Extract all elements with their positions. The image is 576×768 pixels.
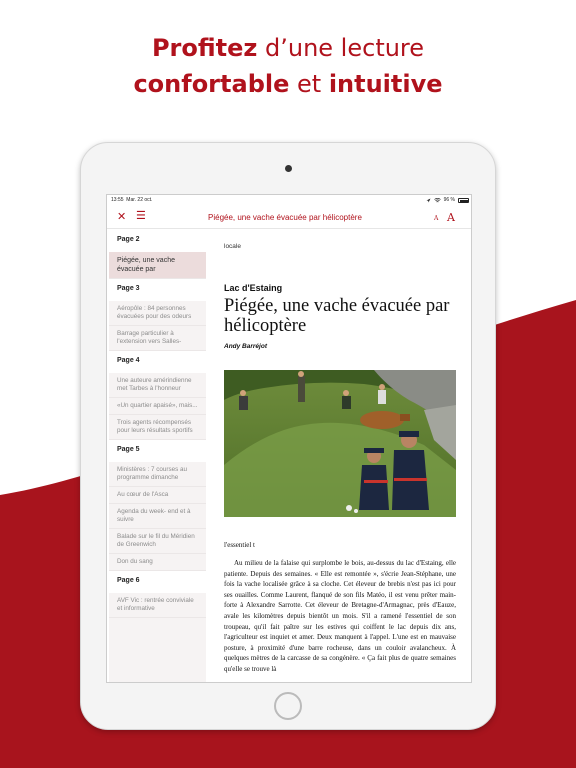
battery-icon [458, 198, 469, 203]
sidebar-page-header: Page 6 [109, 571, 206, 593]
sidebar-item[interactable]: Une auteure amérindienne met Tarbes à l'honneur [109, 373, 206, 398]
sidebar-page-header: Page 5 [109, 440, 206, 462]
article-sidebar [109, 230, 206, 683]
font-increase-button[interactable]: A [447, 211, 455, 224]
tablet-frame [80, 142, 496, 730]
headline-line-1: Profitez d’une lecture [151, 34, 425, 62]
article-author: Andy Barréjot [224, 343, 267, 350]
sidebar-item[interactable]: Barrage particulier à l'extension vers Salles- [109, 326, 206, 351]
sidebar-item[interactable]: AVF Vic : rentrée conviviale et informative [109, 593, 206, 618]
reader-toolbar [107, 207, 472, 229]
promo-headline [0, 30, 576, 102]
article-content[interactable] [224, 230, 458, 683]
sidebar-item[interactable]: Balade sur le fil du Méridien de Greenwich [109, 529, 206, 554]
camera-icon [285, 165, 292, 172]
status-date: Mar. 22 oct. [126, 197, 153, 203]
article-body: Au milieu de la falaise qui surplombe le bois, au-dessus du lac d'Estaing, elle patiente. Depuis des semaines. « Elle est remontée », s'écrie Jean-Stéphane, une fois la vache localisée grâce à sa cloche. Cet éleveur de brebis n'est pas ici pour ses ouailles. Comme Laurent, flanqué de son fils Matéo, il est venu prêter main-forte à Alexandre Sarrotte. Cet éleveur de Bretagne-d'Armagnac, près d'Eauze, avale les kilomètres depuis bientôt un mois. S'il a ramené l'essentiel de son troupeau, qu'il fait paître sur les estives qui coiffent le lac depuis dix ans, l'agriculteur est inquiet et amer. Deux manquent à l'appel. L'une est en mauvaise posture, à proximité d'une barre rocheuse, dans un couloir avalancheux. À quelques mètres de la carcasse de sa congénère. « Ça fait plus de quatre semaines qu'elle se trouve là [224, 559, 456, 673]
sidebar-item[interactable]: Don du sang [109, 554, 206, 571]
location-icon [426, 198, 431, 203]
status-time: 13:55 [111, 197, 124, 203]
headline-line-2: confortable et intuitive [133, 70, 443, 98]
battery-percent: 96 % [443, 197, 455, 203]
sidebar-item[interactable]: Trois agents récompensés pour leurs résultats sportifs [109, 415, 206, 440]
tablet-screen [106, 194, 472, 683]
sidebar-page-header: Page 4 [109, 351, 206, 373]
sidebar-page-header: Page 3 [109, 279, 206, 301]
sidebar-page-header: Page 2 [109, 230, 206, 252]
sidebar-item[interactable]: «Un quartier apaisé», mais... [109, 398, 206, 415]
article-rubric: locale [224, 243, 241, 250]
article-photo [224, 370, 456, 517]
article-kicker: Lac d'Estaing [224, 283, 283, 293]
wifi-icon [434, 198, 441, 203]
sidebar-item[interactable]: Agenda du week- end et à suivre [109, 504, 206, 529]
status-right [426, 197, 469, 203]
sidebar-item[interactable]: Aéropôle : 84 personnes évacuées pour des odeurs [109, 301, 206, 326]
sidebar-item[interactable]: Ministères : 7 courses au programme dimanche [109, 462, 206, 487]
status-time-date [111, 197, 152, 203]
home-button[interactable] [274, 692, 302, 720]
status-bar [107, 195, 472, 205]
hamburger-icon[interactable]: ☰ [136, 210, 146, 222]
sidebar-item-active[interactable]: Piégée, une vache évacuée par [109, 252, 206, 279]
toolbar-title: Piégée, une vache évacuée par hélicoptère [208, 213, 362, 222]
close-icon[interactable]: ✕ [117, 211, 127, 223]
font-decrease-button[interactable]: A [434, 215, 439, 222]
article-title: Piégée, une vache évacuée par hélicoptère [224, 296, 450, 336]
article-lead: l'essentiel t [224, 541, 256, 549]
sidebar-item[interactable]: Au cœur de l'Asca [109, 487, 206, 504]
